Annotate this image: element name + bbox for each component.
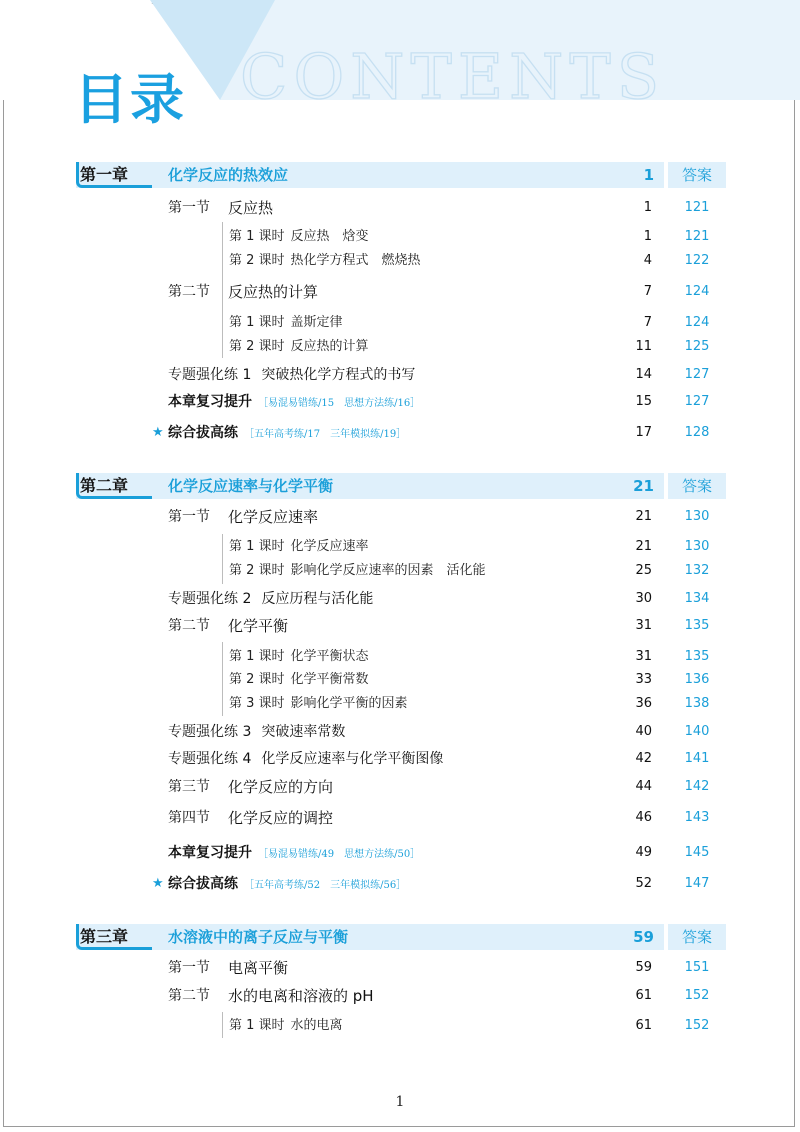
leader-dots [390, 536, 600, 558]
footer-page-number: 1 [395, 1094, 405, 1110]
section-title: 化学反应的调控 [228, 809, 334, 827]
answer-page: 147 [684, 876, 710, 891]
lesson-title: 影响化学平衡的因素 [290, 696, 408, 711]
chapter-label: 第三章 [80, 927, 129, 946]
section-title: 化学反应的方向 [228, 778, 334, 796]
comprehensive-label: 综合拔高练 [168, 425, 238, 441]
lesson-text [229, 226, 369, 248]
answer-page: 125 [684, 339, 710, 354]
leader-dots [484, 748, 600, 770]
answer-page: 151 [684, 960, 710, 975]
page-number: 59 [635, 960, 652, 975]
chapter-bar [76, 162, 664, 188]
toc-entry[interactable] [0, 646, 800, 668]
leader-dots [360, 1015, 600, 1037]
page-number: 46 [635, 810, 652, 825]
page-number: 52 [635, 876, 652, 891]
leader-dots [524, 560, 600, 582]
review-label: 本章复习提升 [168, 394, 252, 410]
lesson-label: 第 1 课时 [229, 649, 285, 664]
section-label: 第四节 [168, 810, 210, 826]
answer-page: 134 [684, 591, 710, 606]
lesson-label: 第 1 课时 [229, 539, 285, 554]
special-title: 突破速率常数 [261, 724, 346, 740]
section-title: 化学平衡 [228, 617, 289, 635]
leader-dots [334, 506, 600, 528]
toc-entry[interactable] [0, 536, 800, 558]
section-label: 第二节 [168, 284, 210, 300]
special-text [168, 588, 373, 610]
chapter-page: 59 [633, 928, 654, 946]
chapter-title[interactable]: 化学反应的热效应 [168, 166, 289, 184]
leader-dots [360, 312, 600, 334]
answer-page: 122 [684, 253, 710, 268]
toc-entry[interactable] [0, 1015, 800, 1037]
toc-entry[interactable] [0, 422, 800, 444]
leader-dots [286, 197, 600, 219]
answer-page: 121 [684, 200, 710, 215]
leader-dots [466, 391, 600, 413]
comprehensive-text [168, 422, 406, 446]
toc-entry[interactable] [0, 669, 800, 691]
page-number: 17 [635, 425, 652, 440]
leader-dots [374, 669, 600, 691]
section-title: 水的电离和溶液的 pH [228, 987, 374, 1005]
toc-entry[interactable] [0, 842, 800, 864]
leader-dots [446, 250, 600, 272]
leader-dots [388, 336, 600, 358]
answer-page: 128 [684, 425, 710, 440]
lesson-title: 化学反应速率 [290, 539, 369, 554]
section-label: 第二节 [168, 618, 210, 634]
section-title: 反应热的计算 [228, 283, 319, 301]
page-number: 7 [643, 284, 652, 299]
leader-dots [446, 422, 600, 444]
page-number: 40 [635, 724, 652, 739]
answer-page: 145 [684, 845, 710, 860]
lesson-title: 反应热的计算 [290, 339, 369, 354]
leader-dots [388, 985, 600, 1007]
lesson-label: 第 1 课时 [229, 229, 285, 244]
leader-dots [452, 364, 600, 386]
lesson-text [229, 669, 369, 691]
special-label: 专题强化练 1 [168, 367, 252, 383]
page-number: 7 [643, 315, 652, 330]
page-number: 4 [643, 253, 652, 268]
toc-entry[interactable] [0, 391, 800, 413]
section-label: 第三节 [168, 779, 210, 795]
lesson-text [229, 336, 369, 358]
toc-entry[interactable] [0, 776, 800, 798]
special-text [168, 721, 345, 743]
lesson-label: 第 2 课时 [229, 563, 285, 578]
leader-dots [434, 693, 600, 715]
special-label: 专题强化练 3 [168, 724, 252, 740]
answer-page: 141 [684, 751, 710, 766]
section-title: 化学反应速率 [228, 508, 319, 526]
page-number: 36 [635, 696, 652, 711]
review-note: ［易混易错练/15 思想方法练/16］ [258, 398, 421, 409]
answer-page: 135 [684, 618, 710, 633]
answer-page: 152 [684, 988, 710, 1003]
page-number: 61 [635, 1018, 652, 1033]
comprehensive-note: ［五年高考练/17 三年模拟练/19］ [244, 429, 407, 440]
answer-page: 140 [684, 724, 710, 739]
answer-page: 124 [684, 284, 710, 299]
page-number: 1 [643, 229, 652, 244]
page-number: 31 [635, 649, 652, 664]
answer-page: 152 [684, 1018, 710, 1033]
chapter-title[interactable]: 水溶液中的离子反应与平衡 [168, 928, 349, 946]
leader-dots [304, 957, 600, 979]
comprehensive-label: 综合拔高练 [168, 876, 238, 892]
answer-page: 127 [684, 367, 710, 382]
lesson-text [229, 312, 343, 334]
page-number: 33 [635, 672, 652, 687]
star-icon: ★ [152, 876, 164, 891]
lesson-label: 第 1 课时 [229, 1018, 285, 1033]
lesson-text [229, 1015, 343, 1037]
page-title: 目录 [74, 68, 186, 131]
page-number: 15 [635, 394, 652, 409]
toc-entry[interactable] [0, 721, 800, 743]
lesson-text [229, 536, 369, 558]
special-title: 突破热化学方程式的书写 [261, 367, 416, 383]
page-number: 30 [635, 591, 652, 606]
answer-page: 142 [684, 779, 710, 794]
toc-entry[interactable] [0, 807, 800, 829]
lesson-title: 水的电离 [290, 1018, 343, 1033]
comprehensive-text [168, 873, 406, 897]
page-number: 1 [643, 200, 652, 215]
answer-page: 132 [684, 563, 710, 578]
lesson-title: 反应热 焓变 [290, 229, 369, 244]
lesson-title: 热化学方程式 燃烧热 [290, 253, 421, 268]
leader-dots [390, 646, 600, 668]
toc-entry[interactable] [0, 873, 800, 895]
answer-page: 127 [684, 394, 710, 409]
special-label: 专题强化练 2 [168, 591, 252, 607]
lesson-label: 第 1 课时 [229, 315, 285, 330]
page-number: 31 [635, 618, 652, 633]
page-number: 21 [635, 539, 652, 554]
answer-page: 124 [684, 315, 710, 330]
lesson-text [229, 646, 369, 668]
special-text [168, 364, 415, 386]
review-label: 本章复习提升 [168, 845, 252, 861]
section-label: 第一节 [168, 200, 210, 216]
chapter-page: 1 [643, 166, 654, 184]
answer-page: 130 [684, 539, 710, 554]
page-number: 21 [635, 509, 652, 524]
leader-dots [372, 721, 600, 743]
toc-entry[interactable] [0, 250, 800, 272]
section-title: 反应热 [228, 199, 274, 217]
chapter-label: 第二章 [80, 476, 129, 495]
answer-page: 143 [684, 810, 710, 825]
toc-entry[interactable] [0, 281, 800, 303]
leader-dots [302, 615, 600, 637]
toc-entry[interactable] [0, 957, 800, 979]
section-label: 第一节 [168, 509, 210, 525]
answer-page: 135 [684, 649, 710, 664]
page-number: 49 [635, 845, 652, 860]
leader-dots [350, 776, 600, 798]
chapter-bar [76, 924, 664, 950]
answer-page: 121 [684, 229, 710, 244]
answer-page: 138 [684, 696, 710, 711]
toc-entry[interactable] [0, 748, 800, 770]
leader-dots [390, 226, 600, 248]
lesson-label: 第 2 课时 [229, 339, 285, 354]
toc-entry[interactable] [0, 506, 800, 528]
lesson-title: 化学平衡常数 [290, 672, 369, 687]
comprehensive-note: ［五年高考练/52 三年模拟练/56］ [244, 880, 407, 891]
leader-dots [330, 281, 600, 303]
toc-entry[interactable] [0, 226, 800, 248]
lesson-text [229, 250, 421, 272]
toc-entry[interactable] [0, 197, 800, 219]
toc-entry[interactable] [0, 364, 800, 386]
lesson-label: 第 3 课时 [229, 696, 285, 711]
special-text [168, 748, 443, 770]
toc-entry[interactable] [0, 336, 800, 358]
lesson-title: 影响化学反应速率的因素 活化能 [290, 563, 486, 578]
special-title: 化学反应速率与化学平衡图像 [261, 751, 444, 767]
lesson-text [229, 693, 408, 715]
lesson-title: 盖斯定律 [290, 315, 343, 330]
page-number: 14 [635, 367, 652, 382]
lesson-title: 化学平衡状态 [290, 649, 369, 664]
review-text [168, 391, 420, 415]
page-number: 11 [635, 339, 652, 354]
page-number: 61 [635, 988, 652, 1003]
chapter-label: 第一章 [80, 165, 129, 184]
answer-page: 136 [684, 672, 710, 687]
toc-entry[interactable] [0, 312, 800, 334]
star-icon: ★ [152, 425, 164, 440]
answer-header: 答案 [668, 162, 726, 188]
toc-entry[interactable] [0, 560, 800, 582]
lesson-text [229, 560, 486, 582]
toc-entry[interactable] [0, 615, 800, 637]
answer-header: 答案 [668, 473, 726, 499]
review-text [168, 842, 420, 866]
leader-dots [446, 873, 600, 895]
toc-entry[interactable] [0, 985, 800, 1007]
leader-dots [408, 588, 600, 610]
lesson-label: 第 2 课时 [229, 672, 285, 687]
lesson-label: 第 2 课时 [229, 253, 285, 268]
leader-dots [350, 807, 600, 829]
contents-watermark: CONTENTS [240, 40, 666, 113]
leader-dots [466, 842, 600, 864]
special-label: 专题强化练 4 [168, 751, 252, 767]
special-title: 反应历程与活化能 [261, 591, 374, 607]
answer-header: 答案 [668, 924, 726, 950]
review-note: ［易混易错练/49 思想方法练/50］ [258, 849, 421, 860]
section-label: 第一节 [168, 960, 210, 976]
toc-entry[interactable] [0, 588, 800, 610]
toc-entry[interactable] [0, 693, 800, 715]
chapter-page: 21 [633, 477, 654, 495]
answer-page: 130 [684, 509, 710, 524]
chapter-bar [76, 473, 664, 499]
page-number: 44 [635, 779, 652, 794]
section-title: 电离平衡 [228, 959, 289, 977]
chapter-title[interactable]: 化学反应速率与化学平衡 [168, 477, 334, 495]
section-label: 第二节 [168, 988, 210, 1004]
page-number: 25 [635, 563, 652, 578]
page-number: 42 [635, 751, 652, 766]
